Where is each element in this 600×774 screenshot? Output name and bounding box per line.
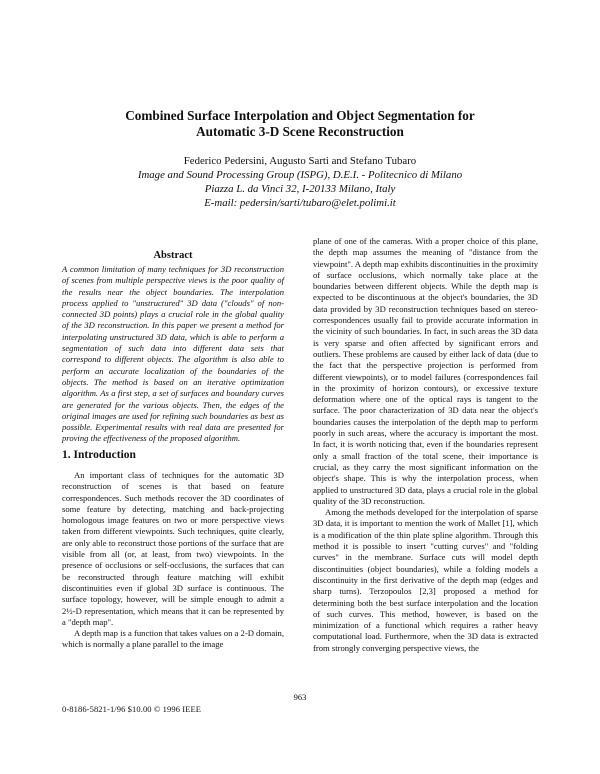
right-column-paragraph: Among the methods developed for the interpolation of sparse 3D data, it is important to mention the work of Mallet [1], which is a modification of the thin plate spline algorithm. Through this method it is possible to insert "cutting curves" and "folding curves" in the membrane. Surface cuts will model depth discontinuities (object boundaries), while a folding models a discontinuity in the first derivative of the depth map (edges and sharp turns). Terzopoulos [2,3] proposed a method for determining both the best surface interpolation and the location of such curves. This method, however, is based on the minimization of a functional which requires a rather heavy computational load. Furthermore, when the 3D data is extracted from strongly converging perspective views, the: [313, 507, 538, 653]
address: Piazza L. da Vinci 32, I-20133 Milano, Italy: [204, 183, 396, 195]
right-column-paragraph: plane of one of the cameras. With a proper choice of this plane, the depth map assumes the meaning of "distance from the viewpoint". A depth map exhibits discontinuities in the proximity of surface occlusions, which normally take place at the boundaries between different objects. While the depth map is expected to be discontinuous at the object's boundaries, the 3D data provided by 3D reconstruction techniques based on stereo-correspondences usually fail to provide accurate information in the vicinity of such boundaries. In fact, in such areas the 3D data is very sparse and often affected by significant errors and outliers. These problems are caused by either lack of data (due to the fact that the perspective projection is performed from different viewpoints), or to model failures (correspondences fail in the proximity of horizon contours), or excessive texture deformation where one of the optical rays is tangent to the surface. The poor characterization of 3D data near the object's boundaries causes the interpolation of the depth map to perform poorly in such areas, where the accuracy is important the most. In fact, it is worth noticing that, even if the boundaries represent only a small fraction of the total scene, their importance is crucial, as they carry the most significant information on the object's shape. This is why the interpolation process, when applied to unstructured 3D data, plays a crucial role in the global quality of the 3D reconstruction.: [313, 236, 538, 506]
right-column: [313, 236, 538, 654]
email: E-mail: pedersin/sarti/tubaro@elet.polimi.it: [204, 197, 396, 209]
copyright-footer: 0-8186-5821-1/96 $10.00 © 1996 IEEE: [62, 704, 202, 714]
introduction-paragraph: A depth map is a function that takes values on a 2-D domain, which is normally a plane parallel to the image: [62, 628, 284, 650]
paper-title-line-2: Automatic 3-D Scene Reconstruction: [196, 124, 404, 139]
affiliation: Image and Sound Processing Group (ISPG), D.E.I. - Politecnico di Milano: [137, 169, 463, 181]
paper-title-line-1: Combined Surface Interpolation and Object Segmentation for: [125, 108, 475, 123]
page-number: 963: [293, 692, 307, 702]
abstract-text: A common limitation of many techniques for 3D reconstruction of scenes from multiple perspective views is the poor quality of the results near the object boundaries. The interpolation process applied to "unstructured" 3D data ("clouds" of non-connected 3D points) plays a crucial role in the global quality of the 3D reconstruction. In this paper we present a method for interpolating unstructured 3D data, which is able to perform a segmentation of such data into different data sets that correspond to different objects. The algorithm is also able to perform an accurate localization of the boundaries of the objects. The method is based on an iterative optimization algorithm. As a first step, a set of surfaces and boundary curves are generated for the various objects. Then, the edges of the original images are used for refining such boundaries as best as possible. Experimental results with real data are presented for proving the effectiveness of the proposed algorithm.: [62, 264, 284, 444]
introduction-body: [62, 470, 284, 651]
introduction-heading: 1. Introduction: [62, 449, 136, 461]
abstract-heading: Abstract: [153, 250, 193, 261]
introduction-paragraph: An important class of techniques for the automatic 3D reconstruction of scenes is that based on feature correspondences. Such methods recover the 3D coordinates of some feature by detecting, matching and back-projecting homologous image features on two or more perspective views taken from different viewpoints. Such techniques, quite clearly, are only able to reconstruct those portions of the surface that are visible from all (or, at least, from two) viewpoints. In the presence of occlusions or self-occlusions, the surfaces that can be reconstructed through feature matching will exhibit discontinuities even if global 3D surface is continuous. The surface topology, however, will be simple enough to admit a 2½-D representation, which means that it can be represented by a "depth map".: [62, 470, 284, 627]
authors: Federico Pedersini, Augusto Sarti and Stefano Tubaro: [183, 155, 417, 167]
